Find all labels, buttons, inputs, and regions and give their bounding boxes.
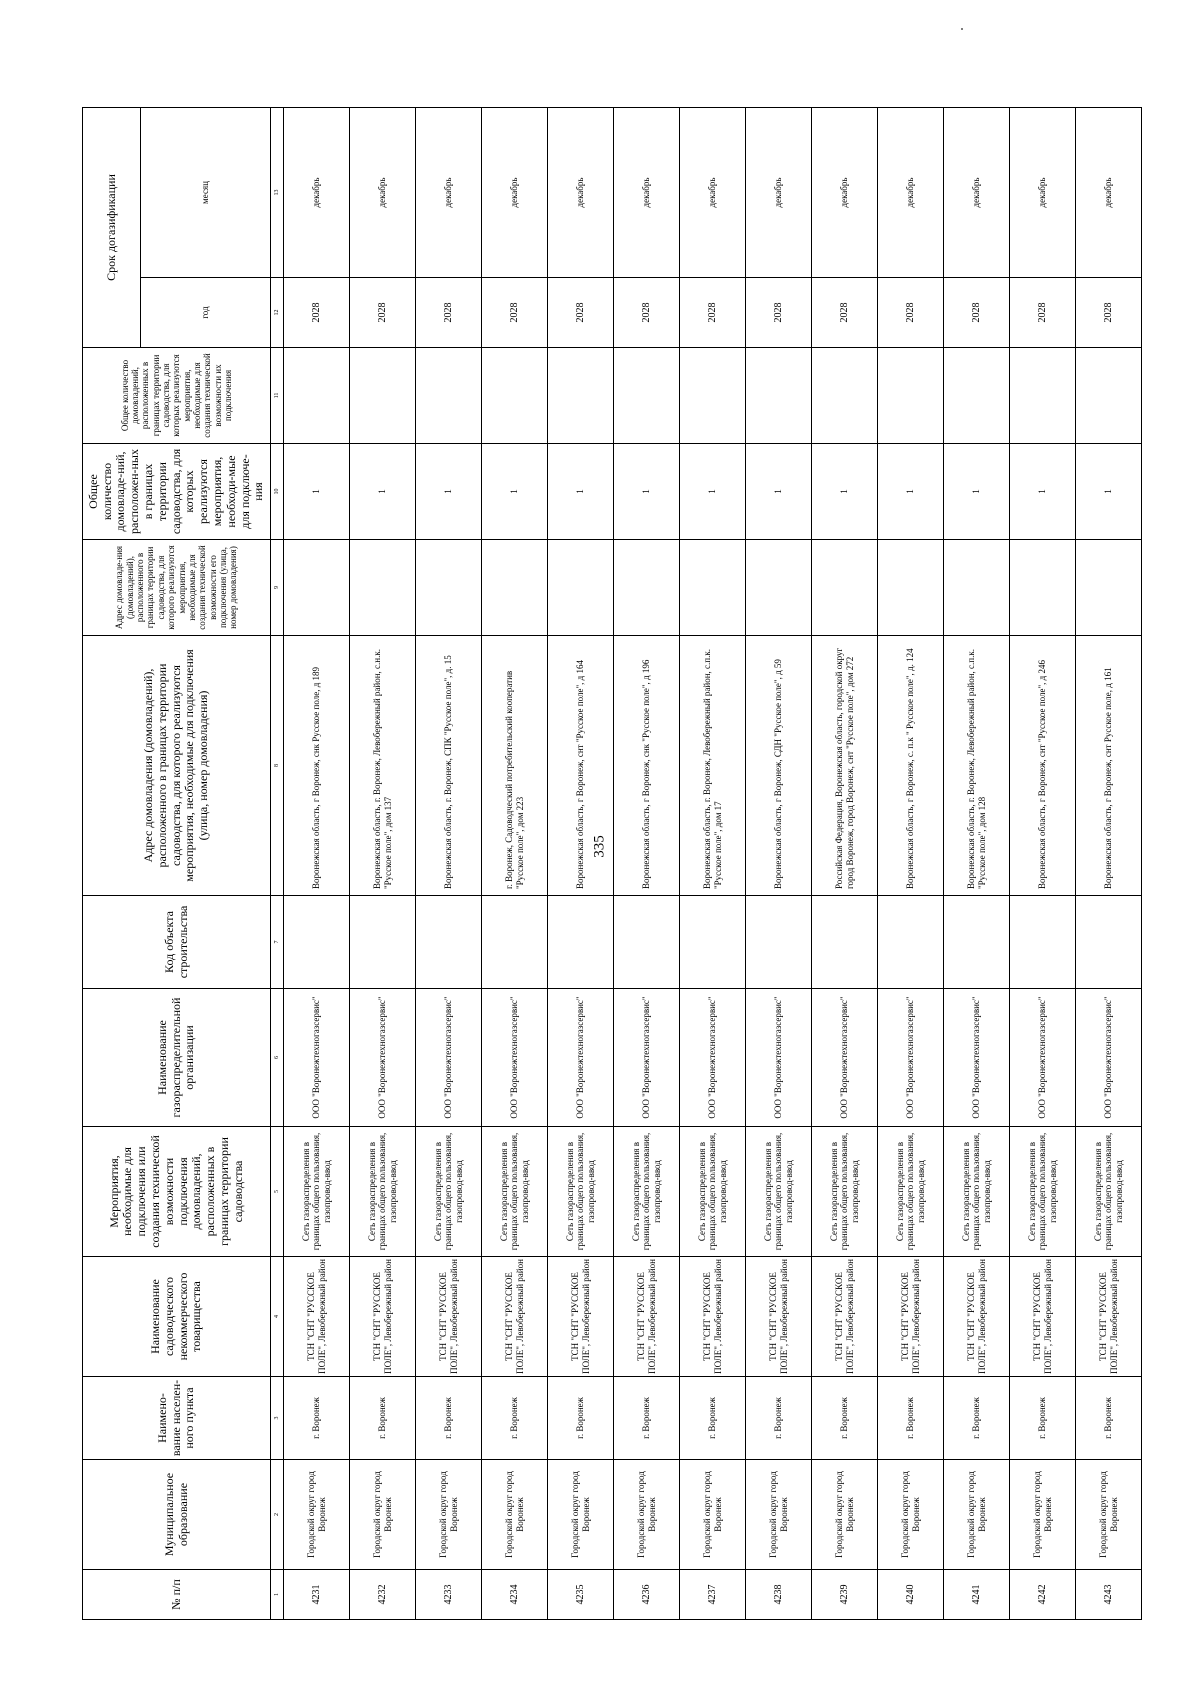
cell-address-capability [944, 540, 1010, 636]
cell-municipality: Городской округ город Воронеж [812, 1460, 878, 1570]
cell-month: декабрь [1076, 107, 1142, 277]
cell-month: декабрь [350, 107, 416, 277]
cell-settlement: г. Воронеж [482, 1377, 548, 1460]
cell-settlement: г. Воронеж [878, 1377, 944, 1460]
cell-snt: ТСН "СНТ "РУССКОЕ ПОЛЕ", Левобережный район [548, 1257, 614, 1377]
cell-year: 2028 [1010, 278, 1076, 348]
cell-gas-org: ООО "Воронежтехногазсервис" [878, 989, 944, 1127]
column-number: 12 [271, 278, 284, 348]
cell-number: 4237 [680, 1570, 746, 1620]
cell-month: декабрь [1010, 107, 1076, 277]
table-row [482, 107, 548, 1619]
cell-count-capability [746, 348, 812, 444]
cell-municipality: Городской округ город Воронеж [482, 1460, 548, 1570]
column-number: 7 [271, 896, 284, 989]
cell-settlement: г. Воронеж [1076, 1377, 1142, 1460]
cell-count-capability [812, 348, 878, 444]
cell-count-connection: 1 [1010, 444, 1076, 540]
table-row [284, 107, 350, 1619]
cell-snt: ТСН "СНТ "РУССКОЕ ПОЛЕ", Левобережный район [482, 1257, 548, 1377]
cell-gas-org: ООО "Воронежтехногазсервис" [1010, 989, 1076, 1127]
cell-year: 2028 [548, 278, 614, 348]
column-number: 13 [271, 107, 284, 277]
cell-count-capability [350, 348, 416, 444]
cell-settlement: г. Воронеж [548, 1377, 614, 1460]
cell-address-connection: Воронежская область, г. Воронеж, Левобережный район, с.п.к. "Русское поле", дом 128 [944, 636, 1010, 896]
cell-object-code [680, 896, 746, 989]
cell-count-connection: 1 [878, 444, 944, 540]
cell-year: 2028 [746, 278, 812, 348]
cell-count-capability [482, 348, 548, 444]
cell-month: декабрь [416, 107, 482, 277]
table-row [614, 107, 680, 1619]
cell-settlement: г. Воронеж [284, 1377, 350, 1460]
cell-object-code [944, 896, 1010, 989]
table-row [680, 107, 746, 1619]
cell-measure: Сеть газораспределения в границах общего пользования, газопровод-ввод [416, 1127, 482, 1257]
column-number: 8 [271, 636, 284, 896]
cell-gas-org: ООО "Воронежтехногазсервис" [1076, 989, 1142, 1127]
header-municipality: Муниципальное образование [83, 1460, 271, 1570]
cell-gas-org: ООО "Воронежтехногазсервис" [746, 989, 812, 1127]
cell-address-capability [548, 540, 614, 636]
cell-year: 2028 [350, 278, 416, 348]
cell-month: декабрь [482, 107, 548, 277]
cell-address-capability [746, 540, 812, 636]
cell-object-code [812, 896, 878, 989]
cell-address-capability [350, 540, 416, 636]
cell-measure: Сеть газораспределения в границах общего пользования, газопровод-ввод [812, 1127, 878, 1257]
column-number: 2 [271, 1460, 284, 1570]
cell-address-connection: Воронежская область, г Воронеж, снт "Русское поле", д 164 [548, 636, 614, 896]
cell-number: 4240 [878, 1570, 944, 1620]
cell-address-connection: Воронежская область, г Воронеж, СДН "Русское поле", д 59 [746, 636, 812, 896]
cell-snt: ТСН "СНТ "РУССКОЕ ПОЛЕ", Левобережный район [1010, 1257, 1076, 1377]
cell-address-connection: г. Воронеж, Садоводческий потребительский кооператив "Русское поле", дом 223 [482, 636, 548, 896]
cell-object-code [350, 896, 416, 989]
cell-address-connection: Воронежская область, г Воронеж, снт "Русское поле", д 246 [1010, 636, 1076, 896]
cell-address-capability [680, 540, 746, 636]
cell-settlement: г. Воронеж [746, 1377, 812, 1460]
cell-snt: ТСН "СНТ "РУССКОЕ ПОЛЕ", Левобережный район [284, 1257, 350, 1377]
column-number: 1 [271, 1570, 284, 1620]
table-row [1076, 107, 1142, 1619]
cell-address-capability [1010, 540, 1076, 636]
cell-year: 2028 [614, 278, 680, 348]
column-number: 5 [271, 1127, 284, 1257]
column-number: 6 [271, 989, 284, 1127]
cell-month: декабрь [812, 107, 878, 277]
cell-gas-org: ООО "Воронежтехногазсервис" [548, 989, 614, 1127]
cell-gas-org: ООО "Воронежтехногазсервис" [416, 989, 482, 1127]
cell-count-connection: 1 [284, 444, 350, 540]
cell-object-code [284, 896, 350, 989]
cell-address-capability [284, 540, 350, 636]
cell-settlement: г. Воронеж [416, 1377, 482, 1460]
cell-number: 4232 [350, 1570, 416, 1620]
header-object-code: Код объекта строительства [83, 896, 271, 989]
cell-measure: Сеть газораспределения в границах общего пользования, газопровод-ввод [614, 1127, 680, 1257]
cell-address-connection: Воронежская область, г Воронеж, с. п.к " Русское поле", д. 124 [878, 636, 944, 896]
cell-settlement: г. Воронеж [614, 1377, 680, 1460]
cell-municipality: Городской округ город Воронеж [614, 1460, 680, 1570]
cell-settlement: г. Воронеж [812, 1377, 878, 1460]
header-address-connection: Адрес домовладения (домовладений), расположенного в границах территории садоводства, для которого реализуются мероприятия, необходимые для подключения (улица, номер домовладения) [83, 636, 271, 896]
cell-count-connection: 1 [944, 444, 1010, 540]
header-number: № п/п [83, 1570, 271, 1620]
cell-measure: Сеть газораспределения в границах общего пользования, газопровод-ввод [1010, 1127, 1076, 1257]
column-number: 3 [271, 1377, 284, 1460]
cell-snt: ТСН "СНТ "РУССКОЕ ПОЛЕ", Левобережный район [1076, 1257, 1142, 1377]
cell-snt: ТСН "СНТ "РУССКОЕ ПОЛЕ", Левобережный район [416, 1257, 482, 1377]
cell-settlement: г. Воронеж [350, 1377, 416, 1460]
cell-address-connection: Воронежская область, г. Воронеж, СПК "Русское поле", д. 15 [416, 636, 482, 896]
table-row [878, 107, 944, 1619]
cell-number: 4236 [614, 1570, 680, 1620]
header-count-connection: Общее количество домовладе-ний, расположен-ных в границах территории садоводства, для которых реализуются мероприятия, необходи-мые для подключе-ния [83, 444, 271, 540]
cell-count-connection: 1 [812, 444, 878, 540]
cell-count-connection: 1 [746, 444, 812, 540]
cell-month: декабрь [548, 107, 614, 277]
cell-address-capability [482, 540, 548, 636]
cell-object-code [746, 896, 812, 989]
header-measures: Мероприятия, необходимые для подключения или создания технической возможности подключения домовладений, расположенных в границах территории садоводства [83, 1127, 271, 1257]
header-gasification-term: Срок догазификации [83, 107, 141, 347]
table-body [271, 107, 1142, 1619]
cell-municipality: Городской округ город Воронеж [746, 1460, 812, 1570]
cell-municipality: Городской округ город Воронеж [680, 1460, 746, 1570]
cell-measure: Сеть газораспределения в границах общего пользования, газопровод-ввод [878, 1127, 944, 1257]
cell-year: 2028 [944, 278, 1010, 348]
cell-object-code [614, 896, 680, 989]
cell-gas-org: ООО "Воронежтехногазсервис" [614, 989, 680, 1127]
cell-municipality: Городской округ город Воронеж [878, 1460, 944, 1570]
cell-settlement: г. Воронеж [680, 1377, 746, 1460]
cell-count-capability [614, 348, 680, 444]
cell-object-code [548, 896, 614, 989]
cell-count-connection: 1 [614, 444, 680, 540]
cell-address-connection: Российская Федерация, Воронежская область, городской округ город Воронеж, город Воронеж, снт "Русское поле", дом 272 [812, 636, 878, 896]
cell-year: 2028 [1076, 278, 1142, 348]
cell-address-capability [878, 540, 944, 636]
cell-count-capability [680, 348, 746, 444]
cell-month: декабрь [680, 107, 746, 277]
cell-gas-org: ООО "Воронежтехногазсервис" [350, 989, 416, 1127]
cell-month: декабрь [614, 107, 680, 277]
header-year: год [141, 278, 271, 348]
cell-measure: Сеть газораспределения в границах общего пользования, газопровод-ввод [746, 1127, 812, 1257]
cell-count-connection: 1 [416, 444, 482, 540]
cell-municipality: Городской округ город Воронеж [548, 1460, 614, 1570]
header-count-capability: Общее количество домовладений, расположенных в границах территории садоводства, для которых реализуются мероприятия, необходимые для создания технической возможности их подключения [83, 348, 271, 444]
cell-year: 2028 [680, 278, 746, 348]
cell-count-connection: 1 [1076, 444, 1142, 540]
cell-municipality: Городской округ город Воронеж [1076, 1460, 1142, 1570]
cell-month: декабрь [944, 107, 1010, 277]
cell-snt: ТСН "СНТ "РУССКОЕ ПОЛЕ", Левобережный район [746, 1257, 812, 1377]
cell-count-capability [1010, 348, 1076, 444]
cell-address-connection: Воронежская область, г Воронеж, снт Русское поле, д 161 [1076, 636, 1142, 896]
header-month: месяц [141, 107, 271, 277]
cell-object-code [878, 896, 944, 989]
cell-measure: Сеть газораспределения в границах общего пользования, газопровод-ввод [548, 1127, 614, 1257]
cell-number: 4235 [548, 1570, 614, 1620]
cell-address-connection: Воронежская область, г Воронеж, снк Русское поле, д 189 [284, 636, 350, 896]
cell-settlement: г. Воронеж [1010, 1377, 1076, 1460]
cell-number: 4231 [284, 1570, 350, 1620]
column-number: 11 [271, 348, 284, 444]
cell-snt: ТСН "СНТ "РУССКОЕ ПОЛЕ", Левобережный район [350, 1257, 416, 1377]
cell-snt: ТСН "СНТ "РУССКОЕ ПОЛЕ", Левобережный район [680, 1257, 746, 1377]
cell-measure: Сеть газораспределения в границах общего пользования, газопровод-ввод [350, 1127, 416, 1257]
column-number: 9 [271, 540, 284, 636]
cell-year: 2028 [284, 278, 350, 348]
cell-municipality: Городской округ город Воронеж [1010, 1460, 1076, 1570]
table-row [812, 107, 878, 1619]
rotated-table-container [82, 108, 1142, 1620]
cell-number: 4239 [812, 1570, 878, 1620]
cell-municipality: Городской округ город Воронеж [944, 1460, 1010, 1570]
cell-object-code [1076, 896, 1142, 989]
cell-number: 4238 [746, 1570, 812, 1620]
cell-gas-org: ООО "Воронежтехногазсервис" [284, 989, 350, 1127]
cell-object-code [416, 896, 482, 989]
cell-snt: ТСН "СНТ "РУССКОЕ ПОЛЕ", Левобережный район [878, 1257, 944, 1377]
cell-gas-org: ООО "Воронежтехногазсервис" [680, 989, 746, 1127]
cell-measure: Сеть газораспределения в границах общего пользования, газопровод-ввод [284, 1127, 350, 1257]
table-row [746, 107, 812, 1619]
page-number: 335 [591, 835, 608, 858]
column-number-row [271, 107, 284, 1619]
cell-snt: ТСН "СНТ "РУССКОЕ ПОЛЕ", Левобережный район [812, 1257, 878, 1377]
cell-object-code [1010, 896, 1076, 989]
cell-measure: Сеть газораспределения в границах общего пользования, газопровод-ввод [1076, 1127, 1142, 1257]
header-settlement: Наимено-вание населен-ного пункта [83, 1377, 271, 1460]
cell-gas-org: ООО "Воронежтехногазсервис" [944, 989, 1010, 1127]
cell-count-capability [548, 348, 614, 444]
cell-number: 4233 [416, 1570, 482, 1620]
cell-snt: ТСН "СНТ "РУССКОЕ ПОЛЕ", Левобережный район [944, 1257, 1010, 1377]
cell-month: декабрь [878, 107, 944, 277]
scan-speck [961, 28, 963, 30]
cell-count-capability [878, 348, 944, 444]
cell-gas-org: ООО "Воронежтехногазсервис" [812, 989, 878, 1127]
header-address-capability: Адрес домовладе-ния (домовладений), расположенного в границах территории садоводства, для которого реализуются мероприятия, необходимые для создания технической возможности его подключения (улица, номер домовладения) [83, 540, 271, 636]
cell-number: 4234 [482, 1570, 548, 1620]
cell-count-capability [944, 348, 1010, 444]
table-row [416, 107, 482, 1619]
cell-settlement: г. Воронеж [944, 1377, 1010, 1460]
cell-address-capability [614, 540, 680, 636]
cell-municipality: Городской округ город Воронеж [284, 1460, 350, 1570]
cell-measure: Сеть газораспределения в границах общего пользования, газопровод-ввод [944, 1127, 1010, 1257]
gasification-table [82, 107, 1142, 1620]
cell-year: 2028 [482, 278, 548, 348]
cell-year: 2028 [878, 278, 944, 348]
cell-number: 4243 [1076, 1570, 1142, 1620]
cell-year: 2028 [416, 278, 482, 348]
table-row [1010, 107, 1076, 1619]
cell-count-capability [1076, 348, 1142, 444]
cell-address-connection: Воронежская область, г Воронеж, снк "Русское поле", д 196 [614, 636, 680, 896]
cell-month: декабрь [746, 107, 812, 277]
cell-measure: Сеть газораспределения в границах общего пользования, газопровод-ввод [482, 1127, 548, 1257]
column-number: 4 [271, 1257, 284, 1377]
cell-address-capability [1076, 540, 1142, 636]
cell-snt: ТСН "СНТ "РУССКОЕ ПОЛЕ", Левобережный район [614, 1257, 680, 1377]
cell-count-connection: 1 [350, 444, 416, 540]
cell-count-connection: 1 [548, 444, 614, 540]
cell-address-connection: Воронежская область, г. Воронеж, Левобережный район, с.п.к. "Русское поле", дом 17 [680, 636, 746, 896]
table-row [944, 107, 1010, 1619]
cell-municipality: Городской округ город Воронеж [416, 1460, 482, 1570]
cell-gas-org: ООО "Воронежтехногазсервис" [482, 989, 548, 1127]
cell-municipality: Городской округ город Воронеж [350, 1460, 416, 1570]
cell-address-capability [416, 540, 482, 636]
table-row [350, 107, 416, 1619]
cell-number: 4241 [944, 1570, 1010, 1620]
header-snt: Наименование садоводческого некоммерческого товарищества [83, 1257, 271, 1377]
cell-year: 2028 [812, 278, 878, 348]
table-row [548, 107, 614, 1619]
cell-number: 4242 [1010, 1570, 1076, 1620]
header-gas-org: Наименование газораспределительной организации [83, 989, 271, 1127]
cell-month: декабрь [284, 107, 350, 277]
cell-count-connection: 1 [680, 444, 746, 540]
cell-count-capability [416, 348, 482, 444]
column-number: 10 [271, 444, 284, 540]
cell-count-capability [284, 348, 350, 444]
cell-object-code [482, 896, 548, 989]
cell-measure: Сеть газораспределения в границах общего пользования, газопровод-ввод [680, 1127, 746, 1257]
cell-count-connection: 1 [482, 444, 548, 540]
cell-address-capability [812, 540, 878, 636]
cell-address-connection: Воронежская область, г. Воронеж, Левобережный район, с.н.к. "Русское поле", дом 137 [350, 636, 416, 896]
